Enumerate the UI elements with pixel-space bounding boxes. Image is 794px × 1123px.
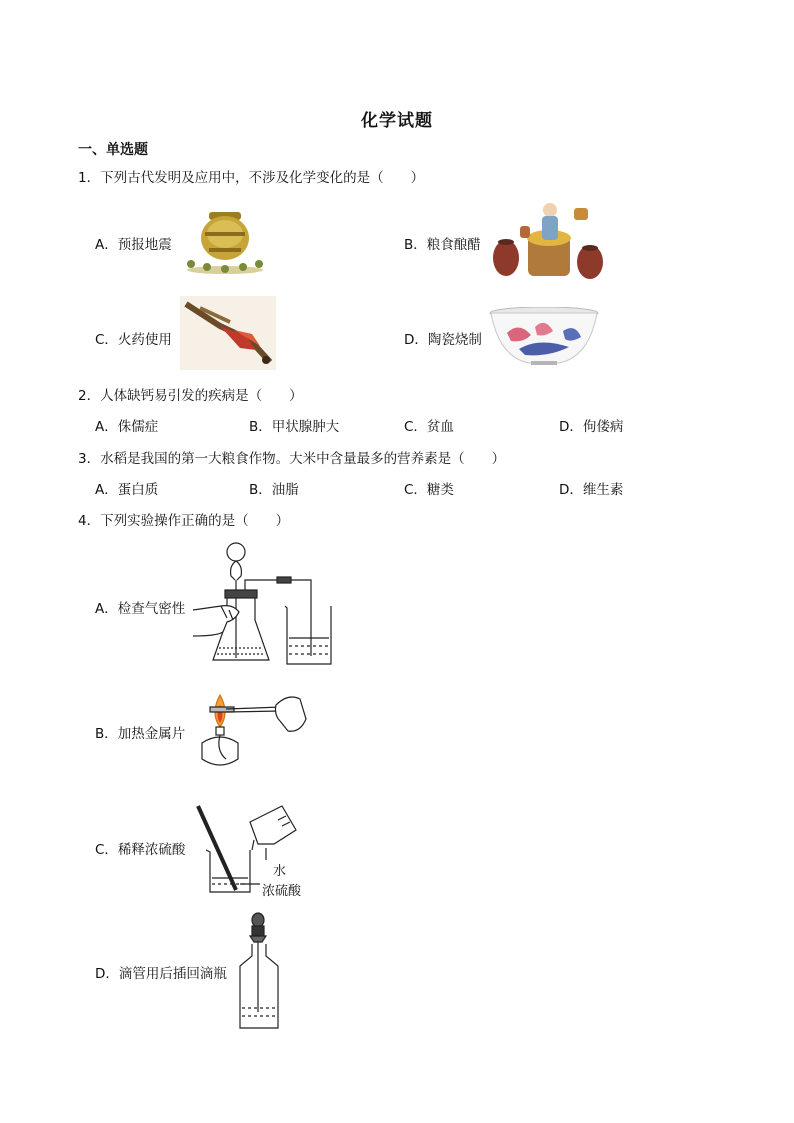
label-concentrated-acid: 浓硫酸 <box>262 884 302 899</box>
q1-option-a: A．预报地震 <box>95 237 172 253</box>
airtightness-check-figure <box>193 540 337 668</box>
page-title: 化学试题 <box>361 111 433 131</box>
question-3-stem: 3．水稻是我国的第一大粮食作物。大米中含量最多的营养素是（ ） <box>78 451 506 467</box>
q2-option-d: D．佝偻病 <box>559 419 624 435</box>
question-1-stem: 1．下列古代发明及应用中，不涉及化学变化的是（ ） <box>78 170 425 186</box>
heating-metal-figure <box>196 693 308 769</box>
question-4-stem: 4．下列实验操作正确的是（ ） <box>78 513 290 529</box>
seismograph-image <box>183 204 269 276</box>
q3-option-b: B．油脂 <box>249 482 299 498</box>
gunpowder-image <box>180 296 276 370</box>
q3-option-d: D．维生素 <box>559 482 624 498</box>
q1-option-c: C．火药使用 <box>95 332 172 348</box>
q3-option-a: A．蛋白质 <box>95 482 159 498</box>
section-heading: 一、单选题 <box>78 142 148 158</box>
q4-option-d: D．滴管用后插回滴瓶 <box>95 966 227 982</box>
q2-option-b: B．甲状腺肿大 <box>249 419 340 435</box>
q4-option-c: C．稀释浓硫酸 <box>95 842 186 858</box>
q3-option-c: C．糖类 <box>404 482 454 498</box>
q2-option-c: C．贫血 <box>404 419 454 435</box>
porcelain-bowl-image <box>489 307 599 367</box>
vinegar-brewing-image <box>490 196 608 282</box>
q2-option-a: A．侏儒症 <box>95 419 159 435</box>
q4-option-b: B．加热金属片 <box>95 726 186 742</box>
q4-option-a: A．检查气密性 <box>95 601 186 617</box>
q1-option-d: D．陶瓷烧制 <box>404 332 482 348</box>
dropper-bottle-figure <box>236 912 282 1032</box>
q1-option-b: B．粮食酿醋 <box>404 237 481 253</box>
label-water: 水 <box>273 864 287 879</box>
question-2-stem: 2．人体缺钙易引发的疾病是（ ） <box>78 388 303 404</box>
